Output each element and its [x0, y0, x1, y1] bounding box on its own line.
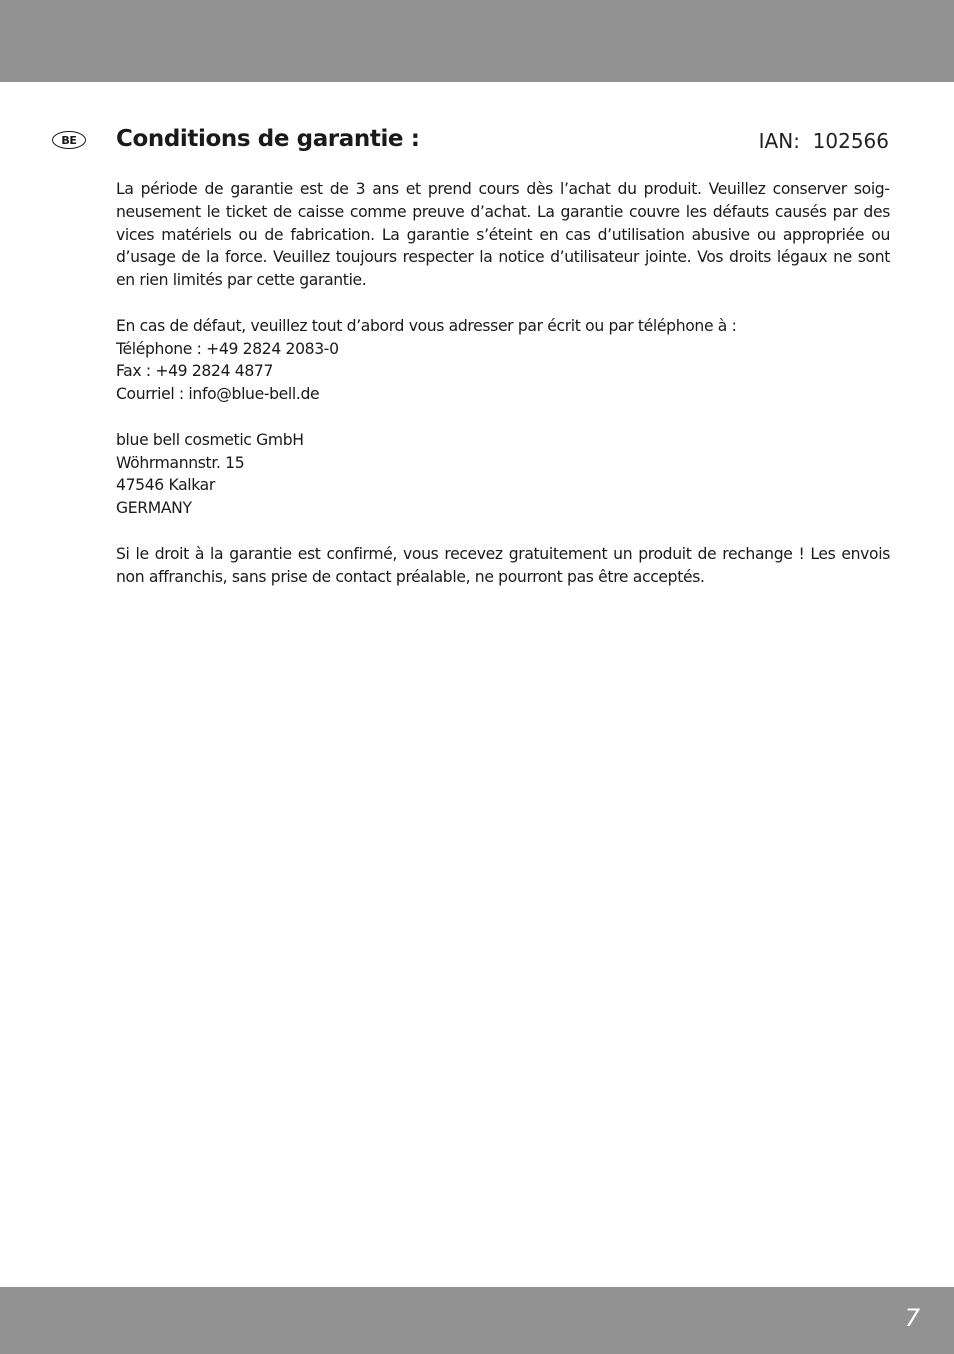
replacement-paragraph: Si le droit à la garantie est confirmé, vous recevez gratuitement un produit de rechange ! Les envois non affranchis, sans prise de contact préalable, ne pourront pas être acceptés.	[116, 544, 890, 586]
top-header-bar	[0, 0, 954, 82]
address-street: Wöhrmannstr. 15	[116, 453, 245, 472]
spacer	[116, 292, 890, 315]
warranty-paragraph: La période de garantie est de 3 ans et prend cours dès l’achat du produit. Veuillez conserver soigneusement le ticket de caisse comme preuve d’achat. La garantie couvre les défauts causés par des vices matériels ou de fabrication. La garantie s’éteint en cas d’utilisation abusive ou appropriée ou d’usage de la force. Veuillez toujours respecter la notice d’utilisateur jointe. Vos droits légaux ne sont en rien limités par cette garantie.	[116, 180, 890, 290]
country-code-label: BE	[61, 133, 77, 147]
page-title: Conditions de garantie :	[116, 126, 420, 152]
spacer	[116, 520, 890, 543]
phone-line: Téléphone : +49 2824 2083-0	[116, 339, 339, 358]
address-city: 47546 Kalkar	[116, 476, 215, 495]
spacer	[116, 406, 890, 429]
address-country: GERMANY	[116, 499, 192, 518]
address-company: blue bell cosmetic GmbH	[116, 430, 304, 449]
country-code-badge	[52, 131, 86, 149]
ian-number: IAN: 102566	[758, 129, 889, 153]
warranty-content	[116, 178, 890, 588]
fax-line: Fax : +49 2824 4877	[116, 362, 274, 381]
bottom-footer-bar	[0, 1287, 954, 1354]
page-number: 7	[904, 1304, 920, 1332]
contact-intro: En cas de défaut, veuillez tout d’abord vous adresser par écrit ou par téléphone à :	[116, 316, 737, 335]
email-line: Courriel : info@blue-bell.de	[116, 385, 320, 404]
